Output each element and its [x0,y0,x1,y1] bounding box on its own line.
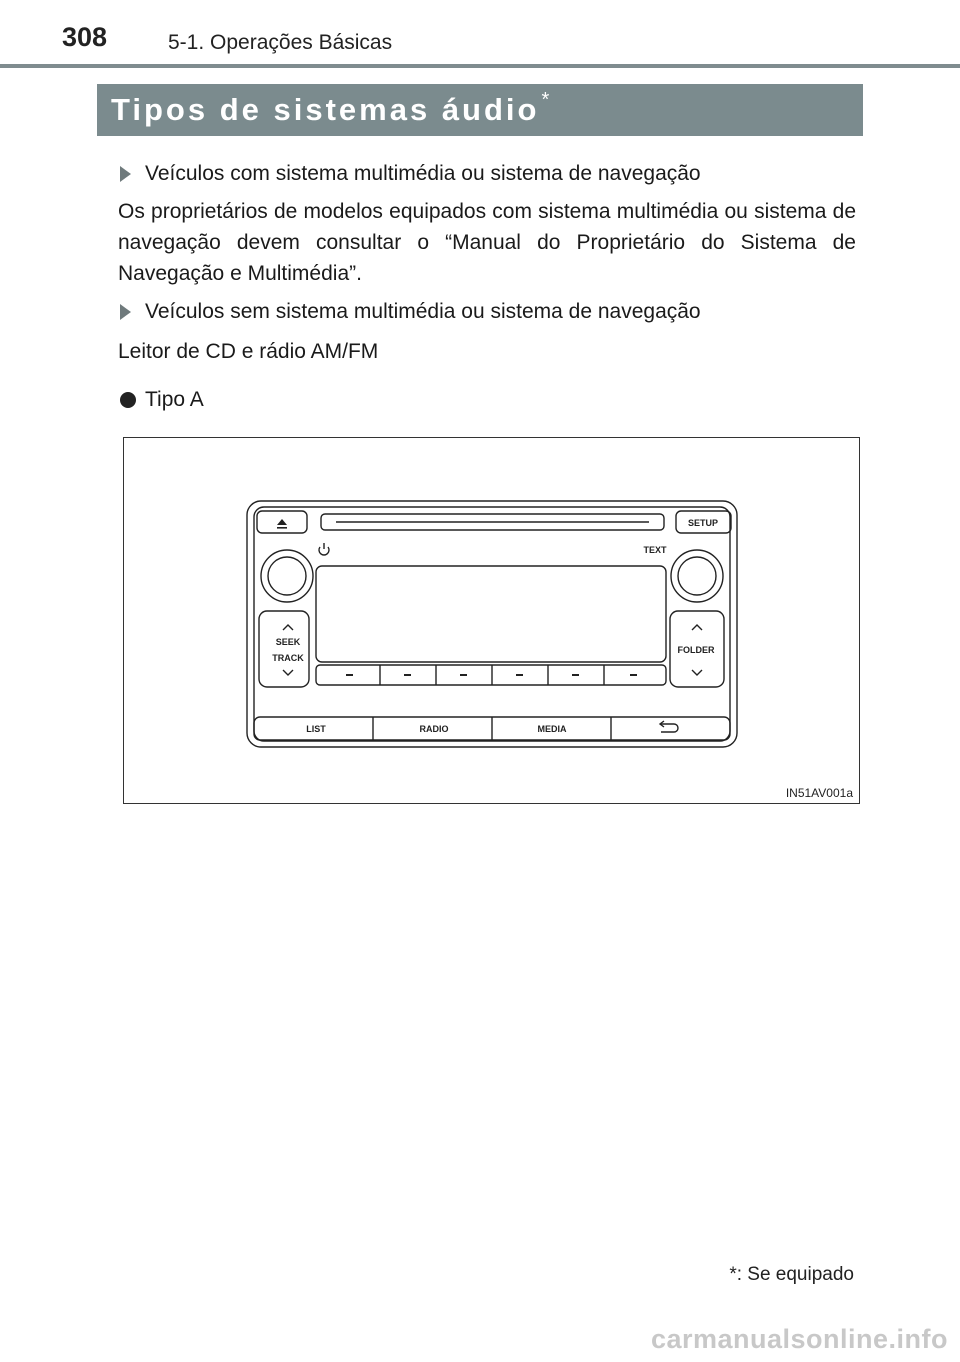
eject-icon [277,519,287,529]
media-label: MEDIA [537,724,567,734]
circle-bullet-icon [120,392,136,408]
radio-label: RADIO [419,724,449,734]
paragraph-1: Os proprietários de modelos equipados com sistema multimédia ou sistema de navegação devem consultar o “Manual do Proprietário do Sistema de Navegação e Multimédia”. [118,200,856,285]
seek-label: SEEK [275,637,301,647]
banner-title-text: Tipos de sistemas áudio [111,92,540,127]
sub-bullet [118,384,856,415]
unit-outer-bezel [247,501,737,747]
bullet-text-1: Veículos com sistema multimédia ou sistema de navegação [145,162,701,185]
header-rule [0,64,960,68]
folder-label: FOLDER [677,645,715,655]
seek-track-button[interactable] [259,611,309,687]
chevron-up-icon [692,625,702,630]
triangle-bullet-icon [120,304,131,320]
banner-title [111,89,549,128]
audio-figure [123,437,860,804]
watermark: carmanualsonline.info [650,1324,948,1354]
bullet-line-1 [118,158,856,189]
triangle-bullet-icon [120,166,131,182]
footnote: *: Se equipado [729,1264,854,1285]
bullet-line-2 [118,296,856,327]
unit-inner-bezel [254,507,730,741]
list-label: LIST [306,724,326,734]
audio-unit-illustration [124,438,859,803]
tune-knob[interactable] [671,550,723,602]
setup-label: SETUP [687,518,719,528]
asterisk-mark: * [541,89,550,111]
preset-bar [316,665,666,685]
back-arrow-icon [660,721,678,732]
paragraph-2: Leitor de CD e rádio AM/FM [118,340,379,363]
chevron-down-icon [283,670,293,675]
power-icon [319,543,329,555]
track-label: TRACK [272,653,304,663]
figure-code: IN51AV001a [785,786,853,800]
text-label: TEXT [643,545,667,555]
display-panel [316,566,666,662]
chevron-down-icon [692,670,702,675]
sub-bullet-text: Tipo A [145,388,204,411]
volume-knob[interactable] [261,550,313,602]
bullet-text-2: Veículos sem sistema multimédia ou sistema de navegação [145,300,701,323]
title-banner [97,84,863,136]
section-title: 5-1. Operações Básicas [168,31,393,54]
chevron-up-icon [283,625,293,630]
page-number: 308 [62,22,108,52]
